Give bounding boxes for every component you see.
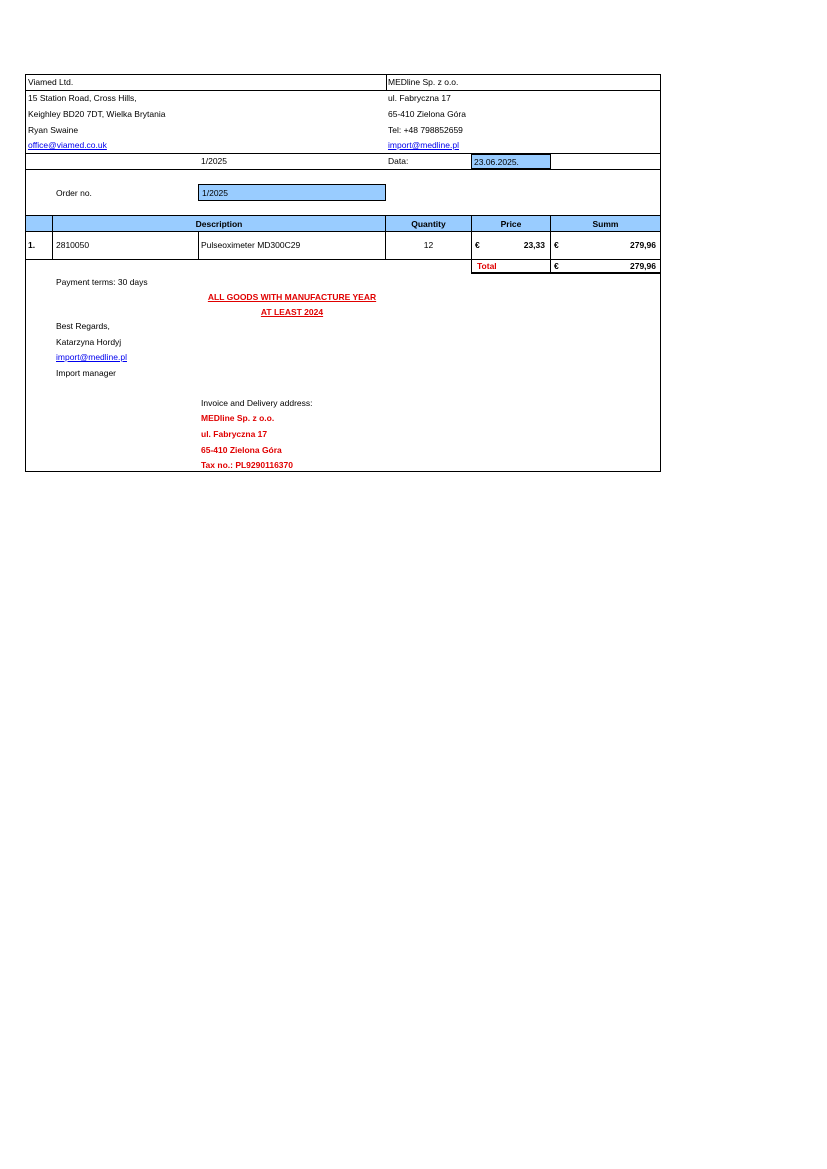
row-description: Pulseoximeter MD300C29 xyxy=(201,240,301,250)
header-price: Price xyxy=(500,219,522,229)
header-cell-description xyxy=(52,215,386,232)
header-cell-quantity xyxy=(385,215,472,232)
buyer-phone: Tel: +48 798852659 xyxy=(388,125,463,135)
seller-address-line2: Keighley BD20 7DT, Wielka Brytania xyxy=(28,109,166,119)
regards-text: Best Regards, xyxy=(56,321,110,331)
buyer-address-line1: ul. Fabryczna 17 xyxy=(388,93,451,103)
row-price: 23,33 xyxy=(523,240,545,250)
row-summ-currency: € xyxy=(554,240,559,250)
delivery-street: ul. Fabryczna 17 xyxy=(201,429,268,439)
document-number: 1/2025 xyxy=(201,156,227,166)
column-divider xyxy=(52,232,53,259)
column-divider xyxy=(471,232,472,272)
row-divider xyxy=(26,153,660,154)
seller-contact: Ryan Swaine xyxy=(28,125,79,135)
header-cell-price xyxy=(471,215,551,232)
date-label: Data: xyxy=(388,156,409,166)
header-cell-no xyxy=(25,215,53,232)
seller-address-line1: 15 Station Road, Cross Hills, xyxy=(28,93,137,103)
buyer-name: MEDline Sp. z o.o. xyxy=(388,77,459,87)
signer-email-link[interactable]: import@medline.pl xyxy=(56,352,127,362)
header-description: Description xyxy=(195,219,243,229)
order-number-cell xyxy=(198,184,386,201)
header-cell-summ xyxy=(550,215,661,232)
order-sheet xyxy=(25,74,661,472)
row-divider xyxy=(26,90,660,91)
delivery-city: 65-410 Zielona Góra xyxy=(201,445,282,455)
header-quantity: Quantity xyxy=(411,219,446,229)
delivery-name: MEDline Sp. z o.o. xyxy=(201,413,275,423)
delivery-label: Invoice and Delivery address: xyxy=(201,398,313,408)
column-divider xyxy=(198,232,199,259)
total-label: Total xyxy=(477,261,497,271)
seller-name: Viamed Ltd. xyxy=(28,77,74,87)
column-divider xyxy=(550,232,551,272)
total-value: 279,96 xyxy=(630,261,656,271)
row-number: 1. xyxy=(28,240,36,250)
buyer-email-link[interactable]: import@medline.pl xyxy=(388,140,459,150)
warning-line-2: AT LEAST 2024 xyxy=(260,307,324,317)
order-number-value: 1/2025 xyxy=(202,188,228,198)
row-bottom-border xyxy=(26,259,660,260)
row-summ: 279,96 xyxy=(630,240,656,250)
column-divider xyxy=(386,75,387,90)
delivery-tax-number: Tax no.: PL9290116370 xyxy=(201,460,293,470)
date-cell xyxy=(471,154,551,169)
row-price-currency: € xyxy=(475,240,480,250)
row-code: 2810050 xyxy=(56,240,90,250)
payment-terms: Payment terms: 30 days xyxy=(56,277,148,287)
total-currency: € xyxy=(554,261,559,271)
order-label: Order no. xyxy=(56,188,92,198)
total-underline xyxy=(471,272,660,274)
header-summ: Summ xyxy=(592,219,619,229)
signer-title: Import manager xyxy=(56,368,116,378)
seller-email-link[interactable]: office@viamed.co.uk xyxy=(28,140,107,150)
buyer-address-line2: 65-410 Zielona Góra xyxy=(388,109,466,119)
row-quantity: 12 xyxy=(423,240,434,250)
warning-line-1: ALL GOODS WITH MANUFACTURE YEAR xyxy=(207,292,377,302)
signer-name: Katarzyna Hordyj xyxy=(56,337,122,347)
date-value: 23.06.2025. xyxy=(474,157,519,167)
row-divider xyxy=(26,169,660,170)
